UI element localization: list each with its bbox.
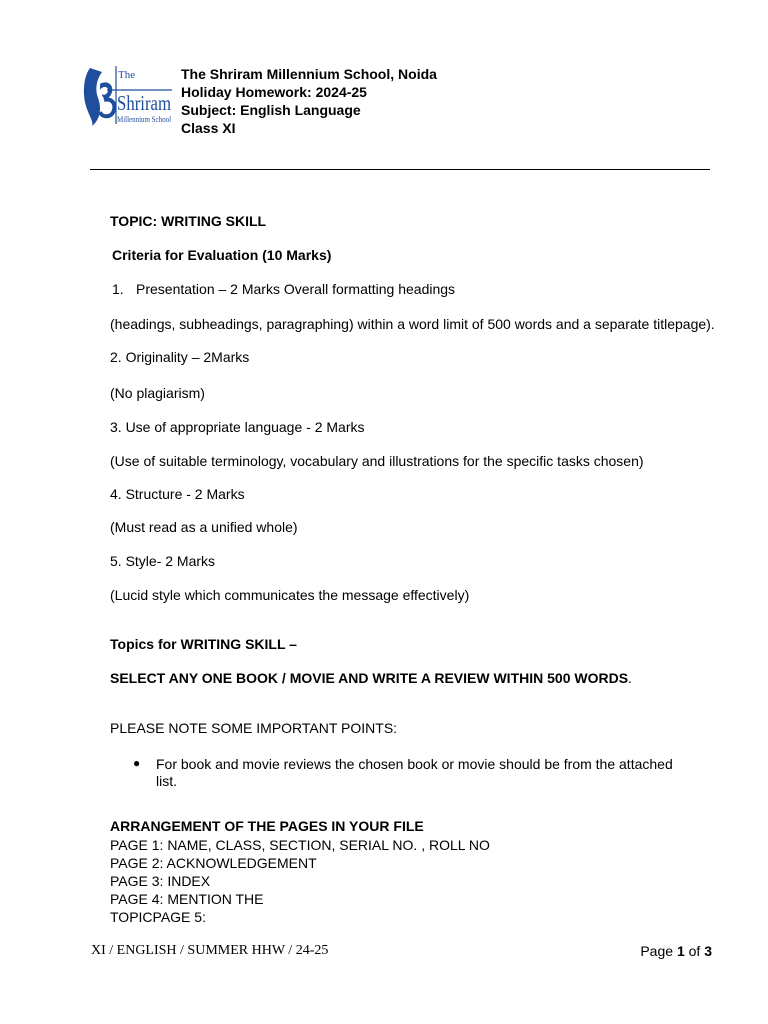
subject-line: Subject: English Language: [181, 102, 361, 118]
header-divider: [90, 169, 710, 170]
bullet-icon: ●: [133, 756, 141, 770]
arrangement-heading: ARRANGEMENT OF THE PAGES IN YOUR FILE: [110, 818, 424, 834]
footer-left: XI / ENGLISH / SUMMER HHW / 24-25: [91, 943, 329, 958]
criterion-2: 2. Originality – 2Marks: [110, 349, 250, 365]
bullet-text-line-1: For book and movie reviews the chosen book or movie should be from the attached: [156, 756, 673, 772]
school-logo: [80, 62, 172, 128]
class-line: Class XI: [181, 120, 236, 136]
logo-name: Shriram: [117, 91, 171, 115]
page-2-item: PAGE 2: ACKNOWLEDGEMENT: [110, 855, 317, 871]
bullet-text-line-2: list.: [156, 773, 177, 789]
school-name: The Shriram Millennium School, Noida: [181, 66, 437, 82]
document-header: [181, 65, 437, 137]
criteria-heading: Criteria for Evaluation (10 Marks): [112, 247, 332, 263]
homework-title: Holiday Homework: 2024-25: [181, 84, 367, 100]
criterion-4-note: (Must read as a unified whole): [110, 519, 298, 535]
select-task-end: .: [628, 670, 632, 686]
page-3-item: PAGE 3: INDEX: [110, 873, 211, 889]
page-number: 1: [676, 943, 685, 959]
logo-sub: Millennium School: [117, 114, 172, 124]
select-task-line: [110, 670, 632, 686]
criterion-1-note: (headings, subheadings, paragraphing) within a word limit of 500 words and a separate titlepage).: [110, 316, 715, 332]
page-indicator: [640, 943, 712, 959]
page-4-item: PAGE 4: MENTION THE: [110, 891, 264, 907]
logo-the: The: [118, 69, 136, 81]
page-1-item: PAGE 1: NAME, CLASS, SECTION, SERIAL NO. , ROLL NO: [110, 837, 490, 853]
select-task: SELECT ANY ONE BOOK / MOVIE AND WRITE A REVIEW WITHIN 500 WORDS: [110, 670, 629, 686]
criterion-2-note: (No plagiarism): [110, 385, 205, 401]
criterion-3: 3. Use of appropriate language - 2 Marks: [110, 419, 365, 435]
criterion-5: 5. Style- 2 Marks: [110, 553, 216, 569]
page-5-item: TOPICPAGE 5:: [110, 909, 206, 925]
topic-heading: TOPIC: WRITING SKILL: [110, 213, 267, 229]
note-heading: PLEASE NOTE SOME IMPORTANT POINTS:: [110, 720, 398, 736]
criterion-3-note: (Use of suitable terminology, vocabulary and illustrations for the specific tasks chosen): [110, 453, 644, 469]
page-total: 3: [704, 943, 712, 959]
criterion-1: Presentation – 2 Marks Overall formatting headings: [136, 281, 456, 297]
of-word: of: [684, 943, 705, 959]
topics-heading: Topics for WRITING SKILL –: [110, 636, 297, 652]
criterion-1-number: 1.: [112, 281, 124, 297]
criterion-4: 4. Structure - 2 Marks: [110, 486, 245, 502]
page-word: Page: [640, 943, 677, 959]
criterion-5-note: (Lucid style which communicates the message effectively): [110, 587, 470, 603]
